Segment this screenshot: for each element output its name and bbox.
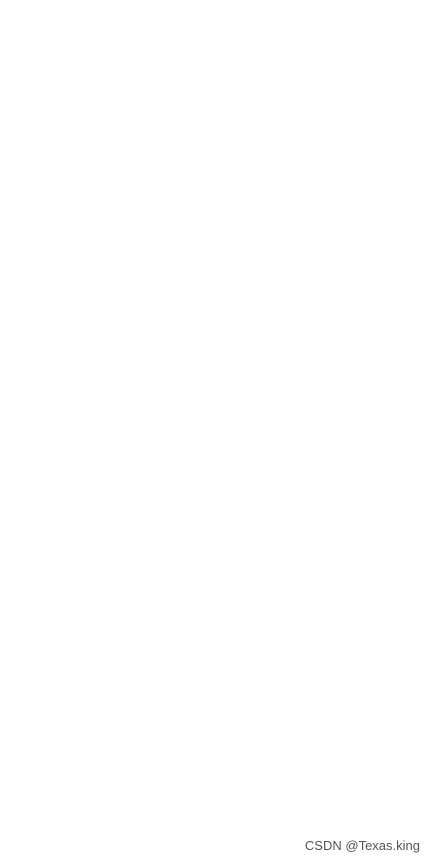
watermark: CSDN @Texas.king xyxy=(304,838,420,853)
